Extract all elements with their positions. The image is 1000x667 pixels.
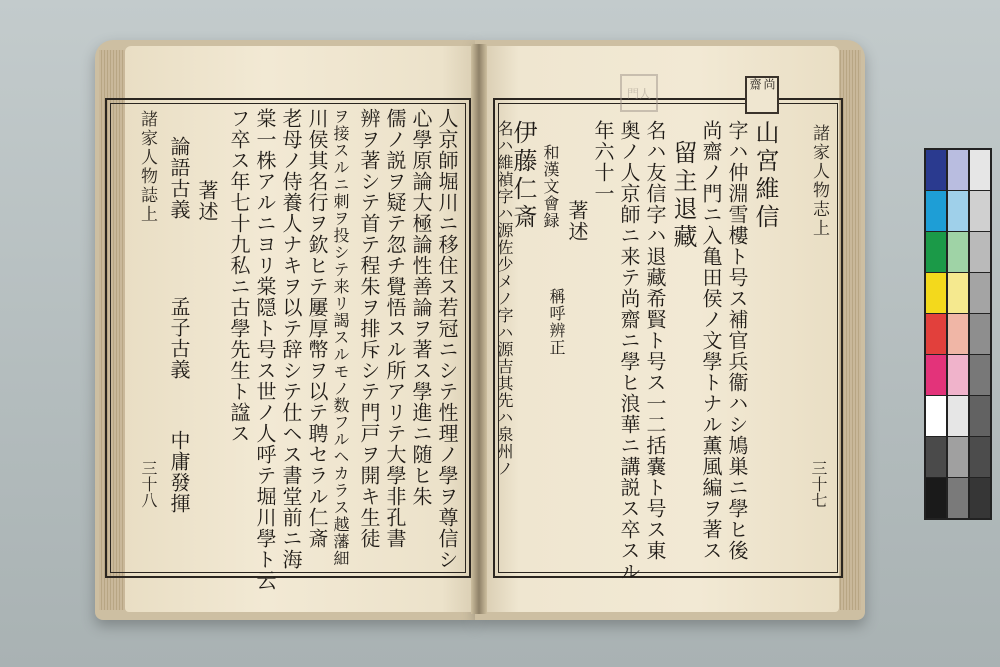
left-works-heading: 著述 <box>195 180 219 222</box>
checker-patch <box>926 150 946 190</box>
checker-patch <box>926 191 946 231</box>
checker-patch <box>948 191 968 231</box>
checker-grey-patch <box>970 232 990 272</box>
right-col-4: 名ハ友信字ハ退藏希賢ト号ス一二括嚢ト号ス東 <box>643 120 667 561</box>
checker-grey-patch <box>970 191 990 231</box>
checker-grey-patch <box>970 478 990 518</box>
left-work-1: 論語古義 <box>167 136 191 220</box>
checker-patch <box>948 437 968 477</box>
checker-patch <box>948 150 968 190</box>
right-col-2: 尚齋ノ門ニ入亀田侯ノ文學トナル薫風編ヲ著ス <box>699 120 723 561</box>
checker-grey-patch <box>970 150 990 190</box>
library-seal: 尚 齋 <box>745 76 779 114</box>
left-col-2: 心學原論大極論性善論ヲ著ス學進ニ随ヒ朱 <box>409 108 433 507</box>
book-gutter <box>471 44 487 614</box>
entry-name-ito: 伊藤仁斎 <box>509 120 537 232</box>
checker-grey-patch <box>970 355 990 395</box>
checker-patch <box>926 396 946 436</box>
right-work-2: 稱呼辨正 <box>547 288 566 356</box>
checker-grey-patch <box>970 396 990 436</box>
left-col-7: 老母ノ侍養人ナキヲ以テ辞シテ仕ヘス書堂前ニ海 <box>279 108 303 570</box>
left-page-running-title: 諸家人物誌上 <box>137 110 157 224</box>
left-work-2: 孟子古義 <box>167 296 191 380</box>
left-col-9: フ卒ス年七十九私ニ古學先生ト諡ス <box>227 108 251 444</box>
faint-stamp: 門人 <box>620 74 658 112</box>
checker-grey-patch <box>970 314 990 354</box>
checker-patch <box>926 437 946 477</box>
color-checker-card <box>924 148 992 520</box>
right-col-5: 奥ノ人京師ニ来テ尚齋ニ學ヒ浪華ニ講説ス卒スル <box>617 120 641 582</box>
checker-patch <box>948 478 968 518</box>
open-book <box>95 40 865 625</box>
left-col-6: 川侯其名行ヲ欽ヒテ屢厚幣ヲ以テ聘セラル仁斎 <box>305 108 329 549</box>
checker-grey-patch <box>970 273 990 313</box>
right-col-6: 年六十一 <box>591 120 615 204</box>
checker-patch <box>948 232 968 272</box>
checker-patch <box>948 314 968 354</box>
checker-patch <box>948 355 968 395</box>
left-col-4: 辨ヲ著シテ首テ程朱ヲ排斥シテ門戸ヲ開キ生徒 <box>357 108 381 549</box>
checker-grey-patch <box>970 437 990 477</box>
checker-patch <box>948 273 968 313</box>
checker-patch <box>926 478 946 518</box>
left-col-3: 儒ノ説ヲ疑テ忽チ覺悟スル所アリテ大學非孔書 <box>383 108 407 549</box>
entry-name-rusu: 留主退藏 <box>669 140 697 252</box>
right-page-running-title: 諸家人物志上 <box>809 124 829 238</box>
checker-patch <box>926 314 946 354</box>
right-page-folio: 三十七 <box>809 460 828 508</box>
right-col-7: 名ハ維禎字ハ源佐少メノ字ハ源吉其先ハ泉州ノ <box>495 120 514 477</box>
left-col-5: ヲ接スルニ刺ヲ投シテ来リ謁スルモノ数フルヘカラス越藩細 <box>331 108 350 567</box>
right-col-1: 字ハ仲淵雪樓ト号ス補官兵衞ハシ鳩巣ニ學ヒ後 <box>725 120 749 561</box>
left-col-8: 棠一株アルニヨリ棠隠ト号ス世ノ人呼テ堀川學ト云 <box>253 108 277 591</box>
checker-patch <box>948 396 968 436</box>
left-col-1: 人京師堀川ニ移住ス若冠ニシテ性理ノ學ヲ尊信シ <box>435 108 459 570</box>
checker-patch <box>926 273 946 313</box>
right-works-heading: 著述 <box>565 200 589 242</box>
checker-patch <box>926 355 946 395</box>
left-page-folio: 三十八 <box>139 460 158 508</box>
checker-patch <box>926 232 946 272</box>
entry-name-yamamiya: 山宮維信 <box>751 120 779 232</box>
right-work-1: 和漢文會録 <box>541 144 560 229</box>
left-work-3: 中庸發揮 <box>167 430 191 514</box>
